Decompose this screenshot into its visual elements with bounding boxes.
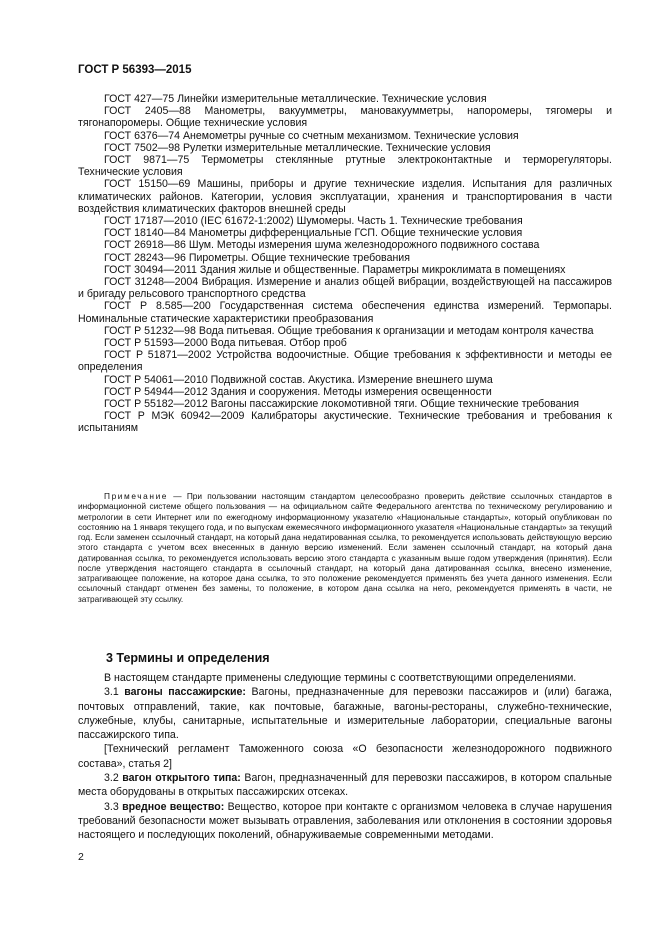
reference-item: ГОСТ Р 54061—2010 Подвижной состав. Акустика. Измерение внешнего шума bbox=[104, 373, 493, 386]
reference-item: ГОСТ 28243—96 Пирометры. Общие технические требования bbox=[104, 251, 410, 264]
reference-item: ГОСТ Р 51593—2000 Вода питьевая. Отбор проб bbox=[104, 337, 347, 350]
section-intro: В настоящем стандарте применены следующие термины с соответствующими определениями. bbox=[104, 672, 577, 684]
note-paragraph bbox=[78, 491, 612, 604]
term-definition: Вагон, предназначенный для перевозки пассажиров, в котором спальные места оборудованы в открытых пассажирских отсеках. bbox=[78, 772, 612, 799]
reference-item: ГОСТ Р 51871—2002 Устройства водоочистные. Общие требования к эффективности и методы ее определения bbox=[78, 349, 612, 374]
reference-item: ГОСТ 15150—69 Машины, приборы и другие технические изделия. Испытания для различных климатических районов. Категории, условия эксплуатации, хранения и транспортирования в части воздействия климатических факторов внешней среды bbox=[78, 178, 612, 215]
term-number: 3.1 bbox=[104, 686, 119, 699]
reference-item: ГОСТ 18140—84 Манометры дифференциальные ГСП. Общие технические условия bbox=[104, 227, 523, 240]
section-title: 3 Термины и определения bbox=[106, 651, 270, 665]
note-text: — При пользовании настоящим стандартом целесообразно проверить действие ссылочных стандартов в информационной системе общего пользования — на официальном сайте Федерального агентства по техническому регулированию и метрологии в сети Интернет или по ежегодному информационному указателю «Национальные стандарты», который опубликован по состоянию на 1 января текущего года, и по выпускам ежемесячного информационного указателя «Национальные стандарты» за текущий год. Если заменен ссылочный стандарт, на который дана недатированная ссылка, то рекомендуется использовать действующую версию этого стандарта с учетом всех внесенных в данную версию изменений. Если заменен ссылочный стандарт, на который дана датированная ссылка, то рекомендуется использовать версию этого стандарта с указанным выше годом утверждения (принятия). Если после утверждения настоящего стандарта в ссылочный стандарт, на который дана датированная ссылка, внесено изменение, затрагивающее положение, на которое дана ссылка, то это положение рекомендуется применять без учета данного изменения. Если ссылочный стандарт отменен без замены, то положение, в котором дана ссылка на него, рекомендуется применять в части, не затрагивающей эту ссылку. bbox=[78, 491, 612, 604]
reference-item: ГОСТ Р 8.585—200 Государственная система обеспечения единства измерений. Термопары. Номинальные статические характеристики преобразования bbox=[78, 300, 612, 325]
term-definition: Вещество, которое при контакте с организмом человека в случае нарушения требований безопасности может вызывать отравления, заболевания или отклонения в состоянии здоровья настоящего и последующих поколений, обнаруживаемые современными методами. bbox=[78, 800, 612, 842]
reference-item: ГОСТ 26918—86 Шум. Методы измерения шума железнодорожного подвижного состава bbox=[104, 239, 540, 252]
term-definition: Вагоны, предназначенные для перевозки пассажиров и (или) багажа, почтовых отправлений, такие, как почтовые, багажные, вагоны-рестораны, служебно-технические, служебные, клубы, санитарные, испытательные и измерительные лаборатории, специальные вагоны пассажирского типа. bbox=[78, 686, 612, 742]
terms-section bbox=[78, 671, 612, 843]
reference-item: ГОСТ Р 55182—2012 Вагоны пассажирские локомотивной тяги. Общие технические требования bbox=[104, 398, 579, 411]
reference-item: ГОСТ Р 51232—98 Вода питьевая. Общие требования к организации и методам контроля качества bbox=[104, 324, 594, 337]
term-source: [Технический регламент Таможенного союза «О безопасности железнодорожного подвижного состава», статья 2] bbox=[78, 743, 612, 770]
reference-item: ГОСТ Р 54944—2012 Здания и сооружения. Методы измерения освещенности bbox=[104, 385, 492, 398]
term-entry bbox=[78, 685, 612, 742]
term-name: вредное вещество: bbox=[122, 800, 225, 813]
term-name: вагон открытого типа: bbox=[122, 772, 241, 785]
reference-item: ГОСТ 7502—98 Рулетки измерительные металлические. Технические условия bbox=[104, 141, 491, 154]
page-number: 2 bbox=[78, 851, 84, 863]
page-header: ГОСТ Р 56393—2015 bbox=[78, 64, 192, 76]
reference-item: ГОСТ Р МЭК 60942—2009 Калибраторы акустические. Технические требования и требования к испытаниям bbox=[78, 410, 612, 435]
reference-item: ГОСТ 30494—2011 Здания жилые и общественные. Параметры микроклимата в помещениях bbox=[104, 263, 566, 276]
term-entry bbox=[78, 771, 612, 800]
note-label: Примечание bbox=[104, 491, 169, 501]
reference-item: ГОСТ 2405—88 Манометры, вакуумметры, мановакуумметры, напоромеры, тягомеры и тягонапоромеры. Общие технические условия bbox=[78, 105, 612, 130]
reference-item: ГОСТ 17187—2010 (IEC 61672-1:2002) Шумомеры. Часть 1. Технические требования bbox=[104, 215, 523, 228]
reference-item: ГОСТ 427—75 Линейки измерительные металлические. Технические условия bbox=[104, 93, 487, 105]
term-number: 3.3 bbox=[104, 800, 119, 813]
reference-item: ГОСТ 31248—2004 Вибрация. Измерение и анализ общей вибрации, воздействующей на пассажиров и бригаду рельсового транспортного средства bbox=[78, 276, 612, 301]
term-entry bbox=[78, 800, 612, 843]
term-name: вагоны пассажирские: bbox=[124, 686, 246, 699]
reference-item: ГОСТ 6376—74 Анемометры ручные со счетным механизмом. Технические условия bbox=[104, 129, 519, 142]
reference-item: ГОСТ 9871—75 Термометры стеклянные ртутные электроконтактные и терморегуляторы. Технические условия bbox=[78, 154, 612, 179]
normative-references-list bbox=[78, 93, 612, 435]
term-number: 3.2 bbox=[104, 772, 119, 785]
